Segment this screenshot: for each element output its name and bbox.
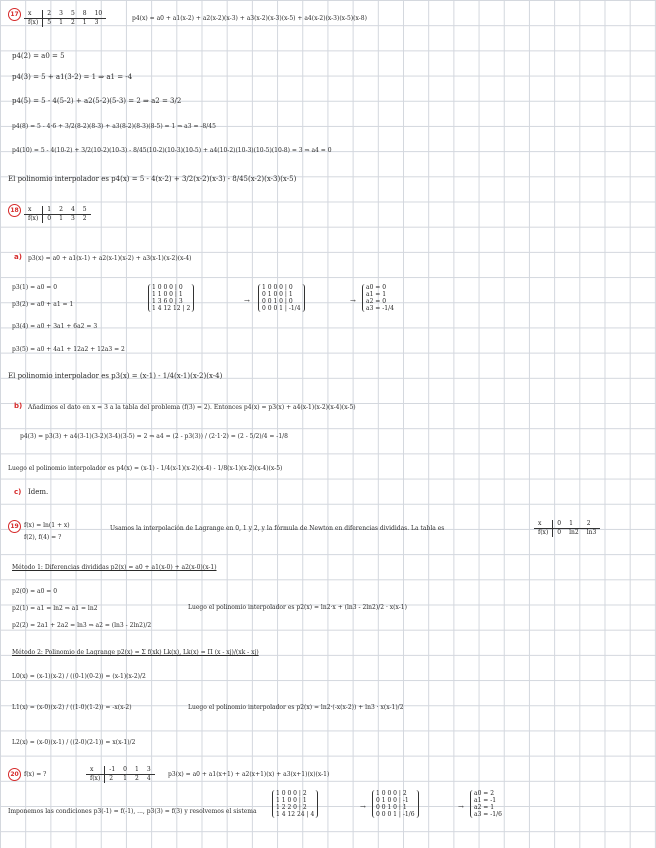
problem-19-badge: 19 bbox=[8, 520, 21, 533]
problem-18-badge: 18 bbox=[8, 204, 21, 217]
p18-data-table bbox=[24, 206, 91, 223]
p19-lagrange-basis: L0(x) = (x-1)(x-2) / ((0-1)(0-2)) = (x-1)(x-2)/2 bbox=[12, 673, 146, 680]
p20-reduced-matrix: 1 0 0 0 | 2 0 1 0 0 | -1 0 0 1 0 | 1 0 0 0 1 | -1/6 bbox=[372, 790, 419, 818]
table-cell: x bbox=[534, 520, 553, 529]
table-cell: 0 bbox=[119, 766, 131, 775]
table-cell: 0 bbox=[557, 529, 562, 536]
table-cell: 1 bbox=[565, 520, 583, 529]
p18-eq: p3(2) = a0 + a1 = 1 bbox=[12, 301, 74, 308]
table-cell: 3 bbox=[55, 10, 67, 19]
table-cell: 5 bbox=[79, 206, 91, 215]
table-cell: -1 bbox=[105, 766, 119, 775]
p18-b-conclusion: Luego el polinomio interpolador es p4(x) = (x-1) - 1/4(x-1)(x-2)(x-4) - 1/8(x-1)(x-2)(x-4)(x-5) bbox=[8, 465, 283, 472]
part-b-label: b) bbox=[14, 402, 23, 410]
p19-m2-conclusion: Luego el polinomio interpolador es p2(x) = ln2·(-x(x-2)) + ln3 · x(x-1)/2 bbox=[188, 704, 404, 711]
table-cell: 1 bbox=[82, 19, 87, 26]
table-cell: 2 bbox=[43, 10, 55, 19]
p18-reduced-matrix: 1 0 0 0 | 0 0 1 0 0 | 1 0 0 1 0 | 0 0 0 0 1 | -1/4 bbox=[258, 284, 305, 312]
table-cell: 8 bbox=[79, 10, 91, 19]
p19-lagrange-basis: L1(x) = (x-0)(x-2) / ((1-0)(1-2)) = -x(x-2) bbox=[12, 704, 132, 711]
table-cell: 2 bbox=[70, 19, 75, 26]
table-cell: f(x) bbox=[24, 19, 43, 28]
p19-lagrange-basis: L2(x) = (x-0)(x-1) / ((2-0)(2-1)) = x(x-1)/2 bbox=[12, 739, 136, 746]
table-cell: ln2 bbox=[569, 529, 579, 536]
table-cell: f(x) bbox=[86, 775, 105, 784]
p17-step: p4(2) = a0 = 5 bbox=[12, 52, 65, 60]
table-cell: 4 bbox=[146, 775, 151, 782]
table-cell: f(x) bbox=[534, 529, 553, 538]
table-cell: 0 bbox=[47, 215, 52, 222]
p19-method1-heading: Método 1: Diferencias divididas p2(x) = a0 + a1(x-0) + a2(x-0)(x-1) bbox=[12, 564, 217, 571]
arrow-icon: → bbox=[458, 803, 464, 811]
arrow-icon: → bbox=[244, 297, 250, 305]
table-cell: 0 bbox=[553, 520, 565, 529]
table-cell: 2 bbox=[583, 520, 601, 529]
p19-m1-step: p2(2) = 2a1 + 2a2 = ln3 ⇒ a2 = (ln3 - 2ln2)/2 bbox=[12, 622, 152, 629]
p18-b-heading: Añadimos el dato en x = 3 a la tabla del problema (f(3) = 2). Entonces p4(x) = p3(x) + a4(x-1)(x-2)(x-4)(x-5) bbox=[28, 404, 356, 411]
table-cell: 2 bbox=[134, 775, 139, 782]
p18-eq: p3(1) = a0 = 0 bbox=[12, 284, 58, 291]
p18-a-heading: p3(x) = a0 + a1(x-1) + a2(x-1)(x-2) + a3(x-1)(x-2)(x-4) bbox=[28, 255, 192, 262]
table-cell: 10 bbox=[91, 10, 107, 19]
arrow-icon: → bbox=[360, 803, 366, 811]
table-cell: f(x) bbox=[24, 215, 43, 224]
p20-data-table bbox=[86, 766, 155, 783]
problem-20-badge: 20 bbox=[8, 768, 21, 781]
p19-function: f(x) = ln(1 + x) bbox=[24, 522, 70, 529]
table-cell: 1 bbox=[59, 19, 63, 26]
p17-conclusion: El polinomio interpolador es p4(x) = 5 - 4(x-2) + 3/2(x-2)(x-3) - 8/45(x-2)(x-3)(x-5) bbox=[8, 175, 297, 183]
p19-m1-step: p2(1) = a1 = ln2 ⇒ a1 = ln2 bbox=[12, 605, 98, 612]
p19-m1-step: p2(0) = a0 = 0 bbox=[12, 588, 58, 595]
p17-step: p4(8) = 5 - 4·6 + 3/2(8-2)(8-3) + a3(8-2)(8-3)(8-5) = 1 ⇒ a3 = -8/45 bbox=[12, 123, 216, 130]
p20-solution: a0 = 2 a1 = -1 a2 = 1 a3 = -1/6 bbox=[470, 790, 505, 818]
p18-augmented-matrix: 1 0 0 0 | 0 1 1 0 0 | 1 1 3 6 0 | 3 1 4 12 12 | 2 bbox=[148, 284, 194, 312]
problem-17-badge: 17 bbox=[8, 8, 21, 21]
p19-question: f(2), f(4) = ? bbox=[24, 534, 62, 541]
p18-solution: a0 = 0 a1 = 1 a2 = 0 a3 = -1/4 bbox=[362, 284, 397, 312]
table-cell: ln3 bbox=[586, 529, 597, 536]
table-cell: 3 bbox=[143, 766, 155, 775]
p20-general-form: p3(x) = a0 + a1(x+1) + a2(x+1)(x) + a3(x+1)(x)(x-1) bbox=[168, 771, 330, 778]
table-cell: 5 bbox=[67, 10, 79, 19]
p20-heading: f(x) = ? bbox=[24, 771, 47, 778]
table-cell: 4 bbox=[67, 206, 79, 215]
p20-augmented-matrix: 1 0 0 0 | 2 1 1 0 0 | 1 1 2 2 0 | 2 1 4 12 24 | 4 bbox=[272, 790, 318, 818]
p18-c-text: Idem. bbox=[28, 488, 49, 496]
table-cell: 2 bbox=[82, 215, 87, 222]
table-cell: 3 bbox=[94, 19, 99, 26]
table-cell: 1 bbox=[59, 215, 63, 222]
part-a-label: a) bbox=[14, 253, 22, 261]
part-c-label: c) bbox=[14, 488, 22, 496]
table-cell: 1 bbox=[123, 775, 127, 782]
table-cell: x bbox=[24, 206, 43, 215]
table-cell: 2 bbox=[55, 206, 67, 215]
table-cell: x bbox=[86, 766, 105, 775]
table-cell: x bbox=[24, 10, 43, 19]
p19-intro-text: Usamos la interpolación de Lagrange en 0, 1 y 2, y la fórmula de Newton en diferencias divididas. La tabla es bbox=[110, 525, 445, 532]
p17-general-form: p4(x) = a0 + a1(x-2) + a2(x-2)(x-3) + a3(x-2)(x-3)(x-5) + a4(x-2)(x-3)(x-5)(x-8) bbox=[132, 15, 367, 22]
table-cell: 2 bbox=[109, 775, 114, 782]
p19-m1-conclusion: Luego el polinomio interpolador es p2(x) = ln2·x + (ln3 - 2ln2)/2 · x(x-1) bbox=[188, 604, 407, 611]
p18-b-line: p4(3) = p3(3) + a4(3-1)(3-2)(3-4)(3-5) = 2 ⇒ a4 = (2 - p3(3)) / (2·1·2) = (2 - 5/2)/4 = -1/8 bbox=[20, 433, 288, 440]
table-cell: 1 bbox=[43, 206, 55, 215]
p20-text: Imponemos las condiciones p3(-1) = f(-1), ..., p3(3) = f(3) y resolvemos el sistema bbox=[8, 808, 257, 815]
p17-step: p4(3) = 5 + a1(3-2) = 1 ⇒ a1 = -4 bbox=[12, 73, 133, 81]
p18-eq: p3(5) = a0 + 4a1 + 12a2 + 12a3 = 2 bbox=[12, 346, 125, 353]
table-cell: 5 bbox=[47, 19, 52, 26]
table-cell: 1 bbox=[131, 766, 143, 775]
p19-method2-heading: Método 2: Polinomio de Lagrange p2(x) = Σ f(xk) Lk(x), Lk(x) = Π (x - xj)/(xk - xj) bbox=[12, 649, 259, 656]
p17-data-table bbox=[24, 10, 106, 27]
p17-step: p4(5) = 5 - 4(5-2) + a2(5-2)(5-3) = 2 ⇒ a2 = 3/2 bbox=[12, 97, 182, 105]
table-cell: 3 bbox=[70, 215, 75, 222]
p18-eq: p3(4) = a0 + 3a1 + 6a2 = 3 bbox=[12, 323, 98, 330]
p19-data-table bbox=[534, 520, 600, 537]
arrow-icon: → bbox=[350, 297, 356, 305]
p18-a-conclusion: El polinomio interpolador es p3(x) = (x-1) - 1/4(x-1)(x-2)(x-4) bbox=[8, 372, 223, 380]
p17-step: p4(10) = 5 - 4(10-2) + 3/2(10-2)(10-3) - 8/45(10-2)(10-3)(10-5) + a4(10-2)(10-3)(10-5)(10-8) = 3 ⇒ a4 = 0 bbox=[12, 147, 332, 154]
